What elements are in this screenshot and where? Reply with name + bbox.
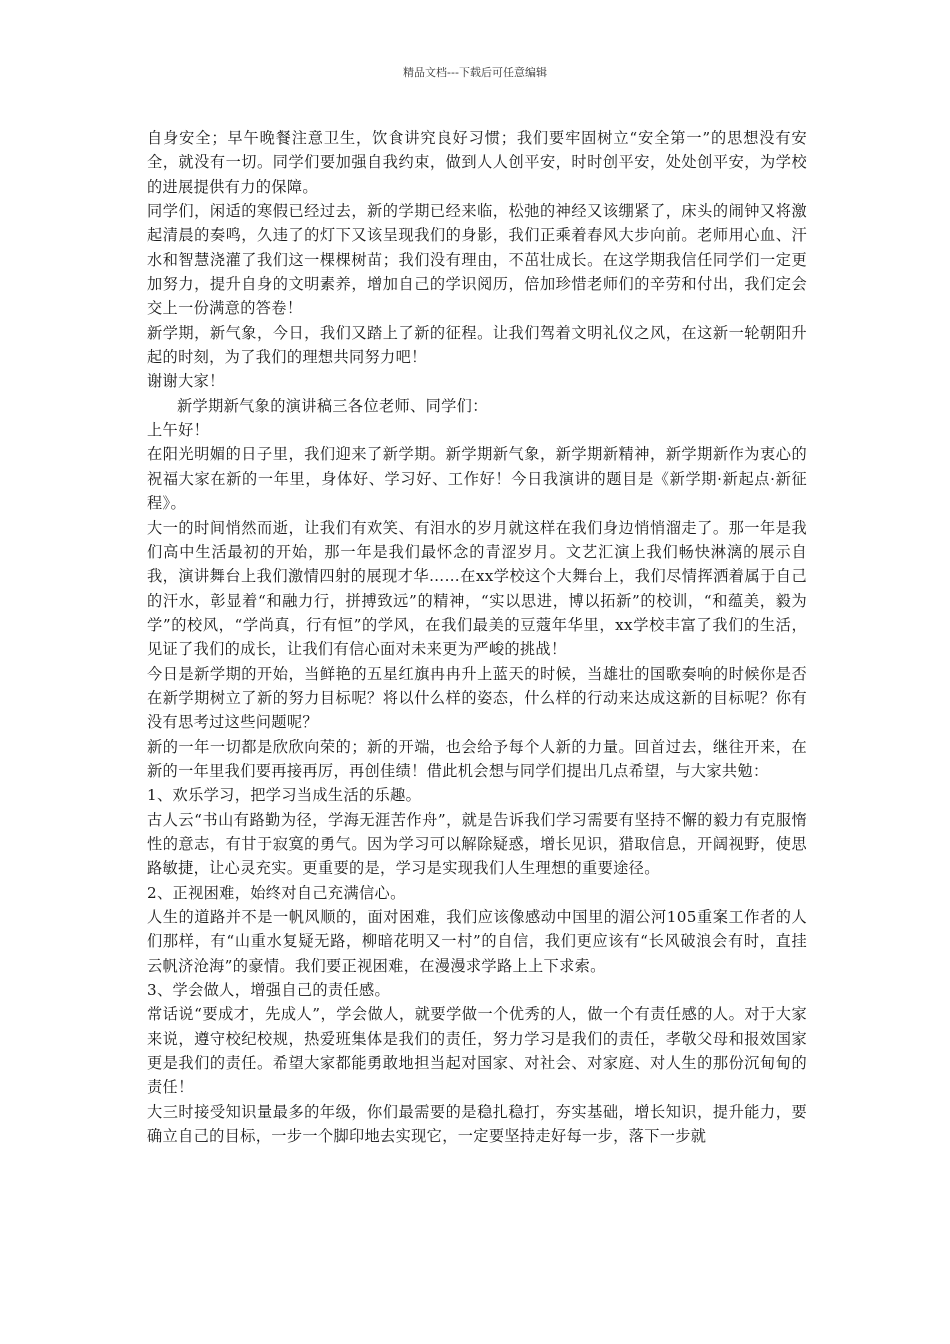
paragraph: 大三时接受知识量最多的年级，你们最需要的是稳扎稳打，夯实基础，增长知识，提升能力，要确立自己的目标，一步一个脚印地去实现它，一定要坚持走好每一步，落下一步就	[147, 1102, 807, 1146]
paragraph: 上午好！	[147, 421, 210, 440]
list-item-heading: 2、正视困难，始终对自己充满信心。	[147, 883, 406, 902]
paragraph: 大一的时间悄然而逝，让我们有欢笑、有泪水的岁月就这样在我们身边悄悄溜走了。那一年是我们高中生活最初的开始，那一年是我们最怀念的青涩岁月。文艺汇演上我们畅快淋漓的展示自我，演讲舞台上我们激情四射的展现才华……在xx学校这个大舞台上，我们尽情挥洒着属于自己的汗水，彰显着“和融力行，拼搏致远”的精神，“实以思进，博以拓新”的校训，“和蕴美，毅为学”的校风，“学尚真，行有恒”的学风，在我们最美的豆蔻年华里，xx学校丰富了我们的生活，见证了我们的成长，让我们有信心面对未来更为严峻的挑战！	[147, 518, 807, 659]
list-item-heading: 3、学会做人，增强自己的责任感。	[147, 981, 391, 1000]
paragraph: 在阳光明媚的日子里，我们迎来了新学期。新学期新气象，新学期新精神，新学期新作为衷心的祝福大家在新的一年里，身体好、学习好、工作好！今日我演讲的题目是《新学期·新起点·新征程》。	[147, 445, 807, 513]
paragraph: 谢谢大家！	[147, 372, 225, 391]
page-header: 精品文档---下载后可任意编辑	[403, 66, 547, 79]
paragraph: 人生的道路并不是一帆风顺的，面对困难，我们应该像感动中国里的湄公河105重案工作者的人们那样，有“山重水复疑无路，柳暗花明又一村”的自信，我们更应该有“长风破浪会有时，直挂云帆济沧海”的豪情。我们要正视困难，在漫漫求学路上上下求索。	[147, 908, 807, 975]
paragraph: 新学期，新气象，今日，我们又踏上了新的征程。让我们驾着文明礼仪之风，在这新一轮朝阳升起的时刻，为了我们的理想共同努力吧！	[147, 323, 807, 367]
paragraph: 常话说“要成才，先成人”，学会做人，就要学做一个优秀的人，做一个有责任感的人。对于大家来说，遵守校纪校规，热爱班集体是我们的责任，努力学习是我们的责任，孝敬父母和报效国家更是我们的责任。希望大家都能勇敢地担当起对国家、对社会、对家庭、对人生的那份沉甸甸的责任！	[147, 1005, 807, 1097]
paragraph: 自身安全；早午晚餐注意卫生，饮食讲究良好习惯；我们要牢固树立“安全第一”的思想没有安全，就没有一切。同学们要加强自我约束，做到人人创平安，时时创平安，处处创平安，为学校的进展提供有力的保障。	[147, 129, 807, 196]
paragraph: 同学们，闲适的寒假已经过去，新的学期已经来临，松弛的神经又该绷紧了，床头的闹钟又将激起清晨的奏鸣，久违了的灯下又该呈现我们的身影，我们正乘着春风大步向前。老师用心血、汗水和智慧浇灌了我们这一棵棵树苗；我们没有理由，不茁壮成长。在这学期我信任同学们一定更加努力，提升自身的文明素养，增加自己的学识阅历，倍加珍惜老师们的辛劳和付出，我们定会交上一份满意的答卷！	[147, 202, 807, 318]
section-heading: 新学期新气象的演讲稿三各位老师、同学们：	[177, 396, 488, 415]
paragraph: 今日是新学期的开始，当鲜艳的五星红旗冉冉升上蓝天的时候，当雄壮的国歌奏响的时候你是否在新学期树立了新的努力目标呢？将以什么样的姿态，什么样的行动来达成这新的目标呢？你有没有思考过这些问题呢？	[147, 664, 807, 732]
paragraph: 新的一年一切都是欣欣向荣的；新的开端，也会给予每个人新的力量。回首过去，继往开来，在新的一年里我们要再接再厉，再创佳绩！借此机会想与同学们提出几点希望，与大家共勉：	[147, 737, 807, 780]
document-body	[147, 126, 807, 1148]
paragraph: 古人云“书山有路勤为径，学海无涯苦作舟”，就是告诉我们学习需要有坚持不懈的毅力有克服惰性的意志，有甘于寂寞的勇气。因为学习可以解除疑惑，增长见识，猎取信息，开阔视野，使思路敏捷，让心灵充实。更重要的是，学习是实现我们人生理想的重要途径。	[147, 810, 807, 878]
list-item-heading: 1、欢乐学习，把学习当成生活的乐趣。	[147, 786, 422, 805]
